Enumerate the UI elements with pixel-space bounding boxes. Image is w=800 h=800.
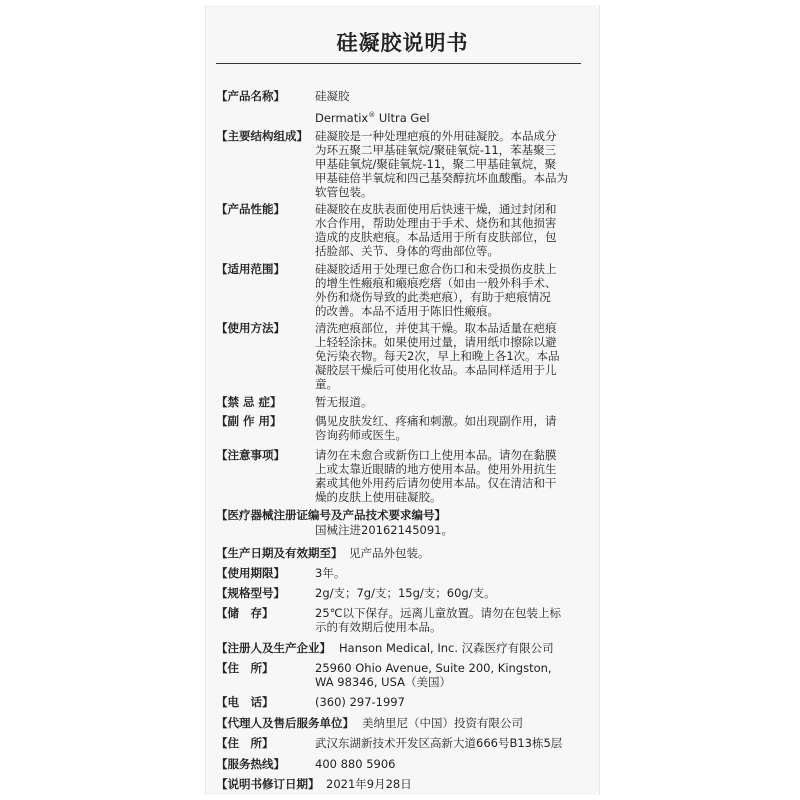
production-date-value: 见产品外包装。 [349, 546, 430, 560]
lifespan-label: 【使用期限】 [216, 566, 285, 580]
brand-name: Dermatix [315, 110, 369, 125]
contraindications-text [315, 395, 585, 409]
phone-value: (360) 297-1997 [315, 695, 405, 709]
precautions-text [315, 448, 585, 504]
storage-label: 【储 存】 [216, 606, 274, 620]
composition-line: 甲基硅倍半氧烷和四己基癸醇抗坏血酸酯。本品为 [315, 171, 568, 185]
scope-line: 硅凝胶适用于处理已愈合伤口和未受损伤皮肤上 [315, 262, 557, 276]
product-name-cn: 硅凝胶 [315, 89, 350, 103]
production-date-label: 【生产日期及有效期至】 [216, 546, 343, 560]
side-effects-line: 偶见皮肤发红、疼痛和刺激。如出现副作用，请 [315, 414, 557, 428]
contraindications-label: 【禁 忌 症】 [216, 395, 282, 409]
agent-label: 【代理人及售后服务单位】 [216, 716, 354, 730]
usage-line: 清洗疤痕部位，并使其干燥。取本品适量在疤痕 [315, 321, 557, 335]
performance-label: 【产品性能】 [216, 202, 285, 216]
side-effects-line: 咨询药师或医生。 [315, 428, 407, 442]
scope-label: 【适用范围】 [216, 262, 285, 276]
composition-line: 硅凝胶是一种处理疤痕的外用硅凝胶。本品成分 [315, 129, 557, 143]
side-effects-text [315, 414, 585, 442]
product-name-label: 【产品名称】 [216, 89, 285, 103]
storage-line: 25℃以下保存。远离儿童放置。请勿在包装上标 [315, 606, 562, 620]
scope-line: 的改善。本品不适用于陈旧性瘢痕。 [315, 304, 499, 318]
scope-line: 的增生性瘢痕和瘢痕疙瘩（如由一般外科手术、 [315, 276, 557, 290]
registration-number: 国械注进20162145091。 [315, 523, 453, 537]
agent-address-label: 【住 所】 [216, 736, 274, 750]
composition-line: 为环五聚二甲基硅氧烷/聚硅氧烷-11，苯基聚三 [315, 143, 557, 157]
precautions-line: 请勿在未愈合或新伤口上使用本品。请勿在黏膜 [315, 448, 557, 462]
product-name-value [315, 89, 585, 125]
address-line: 25960 Ohio Avenue, Suite 200, Kingston, [315, 661, 552, 675]
registered-mark: ® [368, 111, 376, 119]
performance-line: 水合作用，帮助处理由于手术、烧伤和其他损害 [315, 216, 557, 230]
precautions-line: 上或太靠近眼睛的地方使用本品。使用外用抗生 [315, 462, 557, 476]
usage-line: 凝胶层干燥后可使用化妆品。本品同样适用于儿 [315, 363, 557, 377]
performance-text [315, 202, 585, 258]
hotline-label: 【服务热线】 [216, 757, 285, 771]
manufacturer-label: 【注册人及生产企业】 [216, 641, 331, 655]
usage-line: 免污染衣物。每天2次，早上和晚上各1次。本品 [315, 349, 560, 363]
composition-line: 软管包装。 [315, 185, 373, 199]
document-title: 硅凝胶说明书 [336, 31, 469, 55]
usage-line: 童。 [315, 377, 338, 391]
storage-text [315, 606, 585, 634]
storage-line: 示的有效期后使用本品。 [315, 620, 442, 634]
usage-label: 【使用方法】 [216, 321, 285, 335]
agent-value: 美纳里尼（中国）投资有限公司 [362, 716, 523, 730]
composition-label: 【主要结构组成】 [216, 129, 308, 143]
instruction-sheet [205, 5, 600, 795]
revision-label: 【说明书修订日期】 [216, 777, 320, 791]
precautions-line: 燥的皮肤上使用硅凝胶。 [315, 490, 442, 504]
usage-text [315, 321, 585, 391]
phone-label: 【电 话】 [216, 695, 274, 709]
performance-line: 括脸部、关节、身体的弯曲部位等。 [315, 244, 499, 258]
composition-text [315, 129, 585, 199]
contraindications-line: 暂无报道。 [315, 395, 373, 409]
hotline-value: 400 880 5906 [315, 757, 396, 771]
scope-text [315, 262, 585, 318]
address-line: WA 98346, USA（美国） [315, 675, 451, 689]
revision-value: 2021年9月28日 [326, 777, 412, 791]
specification-value: 2g/支；7g/支；15g/支；60g/支。 [315, 586, 496, 600]
agent-address-value: 武汉东湖新技术开发区高新大道666号B13栋5层 [315, 736, 563, 750]
scope-line: 外伤和烧伤导致的此类疤痕），有助于疤痕情况 [315, 290, 551, 304]
performance-line: 硅凝胶在皮肤表面使用后快速干燥，通过封闭和 [315, 202, 557, 216]
manufacturer-value: Hanson Medical, Inc. 汉森医疗有限公司 [339, 641, 554, 655]
usage-line: 上轻轻涂抹。如果使用过量，请用纸巾擦除以避 [315, 335, 557, 349]
precautions-line: 素或其他外用药后请勿使用本品。仅在清洁和干 [315, 476, 557, 490]
side-effects-label: 【副 作 用】 [216, 414, 282, 428]
performance-line: 造成的皮肤疤痕。本品适用于所有皮肤部位，包 [315, 230, 557, 244]
composition-line: 甲基硅氧烷/聚硅氧烷-11，聚二甲基硅氧烷，聚 [315, 157, 557, 171]
lifespan-value: 3年。 [315, 566, 346, 580]
product-name-en [315, 108, 585, 125]
specification-label: 【规格型号】 [216, 586, 285, 600]
address-label: 【住 所】 [216, 661, 274, 675]
product-line: Ultra Gel [375, 110, 430, 125]
title-divider [216, 63, 581, 64]
registration-label: 【医疗器械注册证编号及产品技术要求编号】 [216, 508, 446, 522]
precautions-label: 【注意事项】 [216, 448, 285, 462]
address-text [315, 661, 585, 689]
